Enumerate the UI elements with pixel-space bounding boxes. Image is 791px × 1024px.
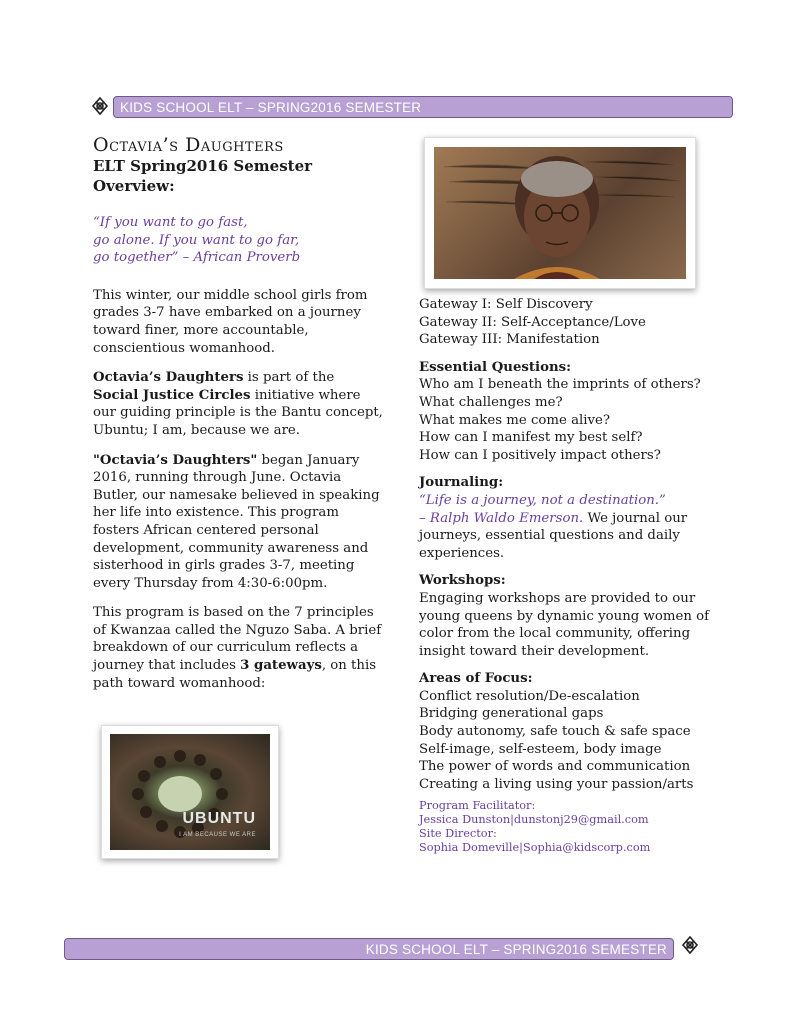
text: is part of the bbox=[243, 370, 335, 386]
quote-line: “If you want to go fast, bbox=[93, 215, 248, 230]
question-item: Who am I beneath the imprints of others? bbox=[419, 377, 701, 393]
celtic-knot-icon bbox=[90, 96, 110, 116]
facilitator-contact: Jessica Dunston|dunstonj29@gmail.com bbox=[419, 813, 649, 827]
quote-line: go alone. If you want to go far, bbox=[93, 232, 300, 248]
text: , on this path toward womanhood: bbox=[93, 658, 377, 691]
heading-text: Essential Questions bbox=[419, 359, 567, 375]
focus-item: Body autonomy, safe touch & safe space bbox=[419, 724, 691, 740]
focus-item: Self-image, self-esteem, body image bbox=[419, 741, 662, 757]
circles-paragraph bbox=[93, 369, 383, 439]
text: initiative where our guiding principle is the Bantu concept, Ubuntu; I am, because we are. bbox=[93, 387, 383, 438]
focus-item: Creating a living using your passion/arts bbox=[419, 776, 694, 792]
subtitle-semester: ELT Spring2016 Semester bbox=[93, 157, 313, 175]
ubuntu-photo bbox=[101, 725, 279, 859]
director-contact: Sophia Domeville|Sophia@kidscorp.com bbox=[419, 841, 651, 855]
header-band: KIDS SCHOOL ELT – SPRING2016 SEMESTER bbox=[113, 96, 733, 118]
focus-item: Conflict resolution/De-escalation bbox=[419, 688, 640, 704]
contacts-block bbox=[419, 799, 719, 855]
left-column bbox=[93, 134, 383, 704]
focus-item: The power of words and communication bbox=[419, 759, 691, 775]
emerson-quote: “Life is a journey, not a destination.” bbox=[419, 492, 666, 508]
ubuntu-word: UBUNTU bbox=[182, 810, 256, 827]
program-name-quoted: "Octavia’s Daughters" bbox=[93, 452, 258, 468]
heading-text: Journaling bbox=[419, 475, 499, 491]
octavia-butler-photo bbox=[424, 137, 696, 289]
journaling-heading: Journaling: bbox=[419, 475, 504, 491]
portrait-illustration bbox=[434, 147, 686, 279]
curriculum-paragraph bbox=[93, 604, 383, 692]
page-title: Octavia’s Daughters bbox=[93, 134, 284, 156]
footer-band: KIDS SCHOOL ELT – SPRING2016 SEMESTER bbox=[64, 938, 674, 960]
heading-text: Areas of Focus bbox=[419, 671, 528, 687]
program-name: Octavia’s Daughters bbox=[93, 370, 244, 386]
gateways-count: 3 gateways bbox=[240, 658, 322, 674]
workshops-heading: Workshops: bbox=[419, 573, 506, 589]
question-item: How can I positively impact others? bbox=[419, 447, 661, 463]
program-paragraph bbox=[93, 452, 383, 593]
celtic-knot-icon bbox=[680, 935, 700, 955]
heading-text: Workshops bbox=[419, 573, 501, 589]
emerson-attribution: – Ralph Waldo Emerson. bbox=[419, 510, 584, 526]
right-column bbox=[419, 296, 719, 855]
ubuntu-tagline: I AM BECAUSE WE ARE bbox=[179, 832, 256, 838]
question-item: What makes me come alive? bbox=[419, 412, 611, 428]
photo-image bbox=[434, 147, 686, 279]
workshops-paragraph: Engaging workshops are provided to our young queens by dynamic young women of color from the local community, offering insight toward their development. bbox=[419, 590, 710, 659]
essential-questions-heading: Essential Questions: bbox=[419, 359, 572, 375]
gateway-item: Gateway I: Self Discovery bbox=[419, 297, 593, 312]
subtitle-overview: Overview: bbox=[93, 177, 175, 195]
journaling-paragraph bbox=[419, 492, 719, 562]
focus-heading: Areas of Focus: bbox=[419, 671, 533, 687]
quote-line: go together” – African Proverb bbox=[93, 250, 301, 266]
proverb-quote bbox=[93, 214, 383, 267]
text: We journal our journeys, essential questions and daily experiences. bbox=[419, 510, 688, 561]
gateway-item: Gateway III: Manifestation bbox=[419, 332, 600, 348]
text: began January 2016, running through June. Octavia Butler, our namesake believed in speaking her life into existence. This program fosters African centered personal development, community awareness and sisterhood in girls grades 3-7, meeting every Thursday from 4:30-6:00pm. bbox=[93, 452, 380, 591]
intro-paragraph: This winter, our middle school girls from grades 3-7 have embarked on a journey toward finer, more accountable, conscientious womanhood. bbox=[93, 287, 368, 356]
initiative-name: Social Justice Circles bbox=[93, 387, 251, 403]
gateway-item: Gateway II: Self-Acceptance/Love bbox=[419, 314, 646, 330]
question-item: How can I manifest my best self? bbox=[419, 430, 643, 446]
question-item: What challenges me? bbox=[419, 394, 563, 410]
director-label: Site Director: bbox=[419, 827, 497, 841]
focus-item: Bridging generational gaps bbox=[419, 706, 604, 722]
text: This program is based on the 7 principles of Kwanzaa called the Nguzo Saba. A brief breakdown of our curriculum reflects a journey that includes bbox=[93, 605, 382, 674]
photo-image bbox=[110, 734, 270, 850]
facilitator-label: Program Facilitator: bbox=[419, 799, 536, 813]
